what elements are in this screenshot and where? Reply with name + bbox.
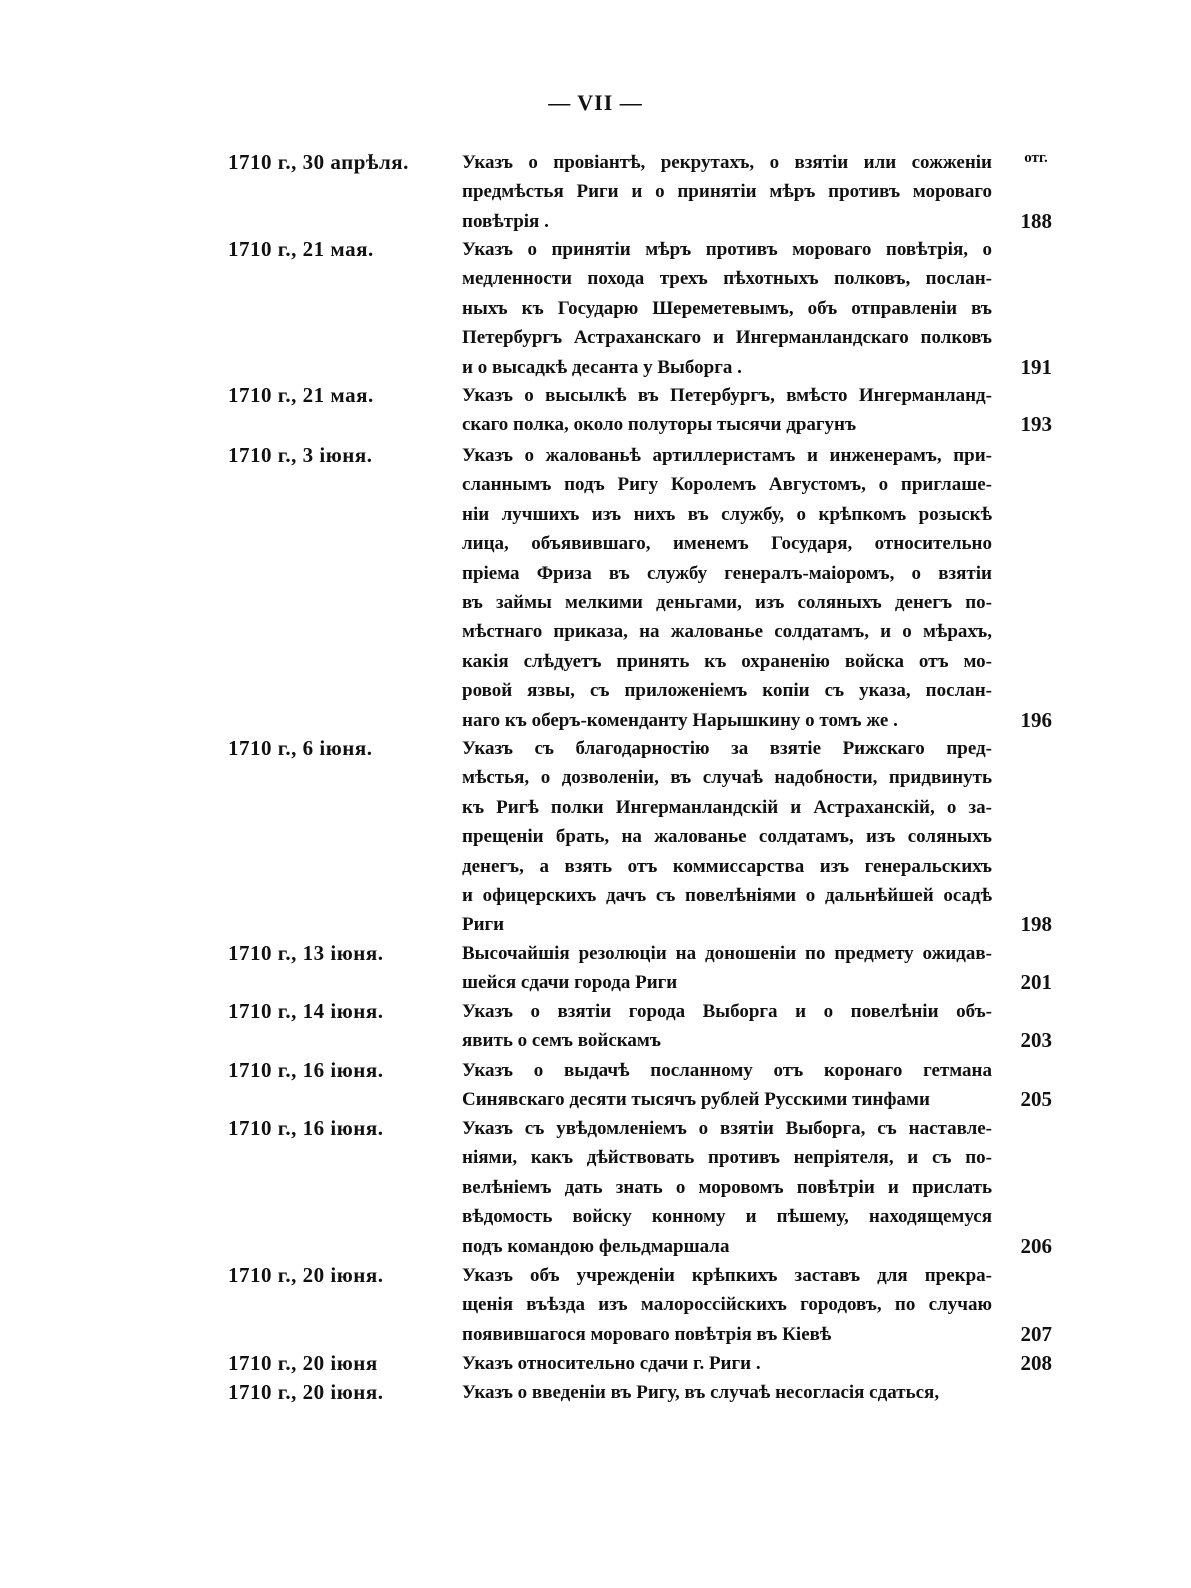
description-line: Синявскаго десяти тысячъ рублей Русскими тинфами xyxy=(462,1089,930,1111)
description-line: медленности похода трехъ пѣхотныхъ полковъ, послан- xyxy=(462,268,992,290)
entry-description xyxy=(462,1114,992,1261)
entry-page-number: 188 xyxy=(1020,208,1052,233)
description-line: денегъ, а взять отъ коммиссарства изъ генеральскихъ xyxy=(462,855,992,877)
description-line: предмѣстья Риги и о принятіи мѣръ противъ мороваго xyxy=(462,181,992,203)
entry-page-number: 205 xyxy=(1020,1087,1052,1112)
entry-description xyxy=(462,1261,992,1349)
entry-date: 1710 г., 16 іюня. xyxy=(228,1058,384,1082)
entry-description xyxy=(462,1378,992,1407)
entry-date: 1710 г., 6 іюня. xyxy=(228,736,373,760)
description-line: Указъ о провіантѣ, рекрутахъ, о взятіи или сожженіи xyxy=(462,152,992,173)
page-header: — VII — xyxy=(548,90,643,115)
description-line: Петербургъ Астраханскаго и Ингерманландскаго полковъ xyxy=(462,327,992,349)
description-line: Указъ о выдачѣ посланному отъ коронаго гетмана xyxy=(462,1060,992,1081)
entry-date: 1710 г., 20 іюня. xyxy=(228,1263,384,1287)
description-line: Указъ о принятіи мѣръ противъ мороваго повѣтрія, о xyxy=(462,239,992,260)
description-line: ніи лучшихъ изъ нихъ въ службу, о крѣпкомъ розыскѣ xyxy=(462,503,992,525)
entry-description xyxy=(462,381,992,440)
description-line: вѣдомость войску конному и пѣшему, находящемуся xyxy=(462,1206,992,1228)
entry-description xyxy=(462,734,992,940)
description-line: Высочайшія резолюціи на доношеніи по предмету ожидав- xyxy=(462,943,992,964)
description-line: Указъ съ благодарностію за взятіе Рижскаго пред- xyxy=(462,738,992,759)
entry-description xyxy=(462,441,992,735)
description-line: къ Ригѣ полки Ингерманландскій и Астраханскій, о за- xyxy=(462,796,992,818)
description-line: щенія въѣзда изъ малороссійскихъ городовъ, по случаю xyxy=(462,1294,992,1316)
entry-description xyxy=(462,148,992,236)
entry-page-number: 201 xyxy=(1020,970,1052,995)
entry-date: 1710 г., 14 іюня. xyxy=(228,999,384,1023)
entry-page-number: 196 xyxy=(1020,707,1052,732)
description-line: Указъ о взятіи города Выборга и о повелѣніи объ- xyxy=(462,1001,992,1022)
entry-page-number: 203 xyxy=(1020,1028,1052,1053)
description-line: Указъ о высылкѣ въ Петербургъ, вмѣсто Ингерманланд- xyxy=(462,385,992,406)
entry-description xyxy=(462,939,992,998)
description-line: мѣстнаго приказа, на жалованье солдатамъ, и о мѣрахъ, xyxy=(462,621,992,643)
description-line: скаго полка, около полуторы тысячи драгунъ xyxy=(462,414,857,436)
entry-page-number: 193 xyxy=(1020,412,1052,437)
description-line: ныхъ къ Государю Шереметевымъ, объ отправленіи въ xyxy=(462,297,992,319)
entry-date: 1710 г., 21 мая. xyxy=(228,383,374,407)
entry-page-number: 207 xyxy=(1020,1321,1052,1346)
entry-date: 1710 г., 30 апрѣля. xyxy=(228,150,409,174)
description-line: велѣніемъ дать знать о моровомъ повѣтріи и прислать xyxy=(462,1176,992,1198)
description-line: подъ командою фельдмаршала xyxy=(462,1235,730,1257)
description-line: Указъ о жалованьѣ артиллеристамъ и инженерамъ, при- xyxy=(462,445,992,466)
entry-date: 1710 г., 16 іюня. xyxy=(228,1116,384,1140)
entry-page-number: 208 xyxy=(1020,1351,1052,1375)
description-line: въ займы мелкими деньгами, изъ соляныхъ денегъ по- xyxy=(462,591,992,613)
description-line: и о высадкѣ десанта у Выборга . xyxy=(462,356,742,378)
entry-date: 1710 г., 20 іюня. xyxy=(228,1380,384,1404)
description-line: и офицерскихъ дачъ съ повелѣніями о дальнѣйшей осадѣ xyxy=(462,884,992,906)
description-line: Указъ относительно сдачи г. Риги . xyxy=(462,1353,761,1374)
description-line: шейся сдачи города Риги xyxy=(462,972,678,994)
description-line: ровой язвы, съ приложеніемъ копіи съ указа, послан- xyxy=(462,680,992,702)
entry-description xyxy=(462,1056,992,1115)
description-line: прещеніи брать, на жалованье солдатамъ, изъ соляныхъ xyxy=(462,826,992,848)
column-label: отг. xyxy=(1024,150,1048,166)
description-line: Указъ объ учрежденіи крѣпкихъ заставъ для прекра- xyxy=(462,1265,992,1286)
description-line: Указъ съ увѣдомленіемъ о взятіи Выборга, съ наставле- xyxy=(462,1118,992,1139)
description-line: лица, объявившаго, именемъ Государя, относительно xyxy=(462,533,992,555)
description-line: Указъ о введеніи въ Ригу, въ случаѣ несогласія сдаться, xyxy=(462,1382,940,1403)
description-line: какія слѣдуетъ принять къ охраненію войска отъ мо- xyxy=(462,650,992,672)
entry-description xyxy=(462,997,992,1056)
description-line: Риги xyxy=(462,914,505,936)
entry-date: 1710 г., 3 іюня. xyxy=(228,443,373,467)
entry-page-number: 206 xyxy=(1020,1233,1052,1258)
description-line: появившагося мороваго повѣтрія въ Кіевѣ xyxy=(462,1323,832,1345)
description-line: явить о семъ войскамъ xyxy=(462,1030,661,1052)
entry-page-number: 198 xyxy=(1020,912,1052,937)
description-line: сланнымъ подъ Ригу Королемъ Августомъ, о приглаше- xyxy=(462,474,992,496)
entry-date: 1710 г., 20 іюня xyxy=(228,1351,378,1375)
entry-date: 1710 г., 13 іюня. xyxy=(228,941,384,965)
description-line: мѣстья, о дозволеніи, въ случаѣ надобности, придвинуть xyxy=(462,767,992,789)
entry-page-number: 191 xyxy=(1020,354,1052,379)
description-line: повѣтрія . xyxy=(462,210,549,232)
entry-description xyxy=(462,235,992,382)
entry-date: 1710 г., 21 мая. xyxy=(228,237,374,261)
description-line: наго къ оберъ-коменданту Нарышкину о томъ же . xyxy=(462,709,898,731)
entry-description xyxy=(462,1349,992,1378)
description-line: ніями, какъ дѣйствовать противъ непріятеля, и съ по- xyxy=(462,1147,992,1169)
description-line: пріема Фриза въ службу генералъ-маіоромъ, о взятіи xyxy=(462,562,992,584)
